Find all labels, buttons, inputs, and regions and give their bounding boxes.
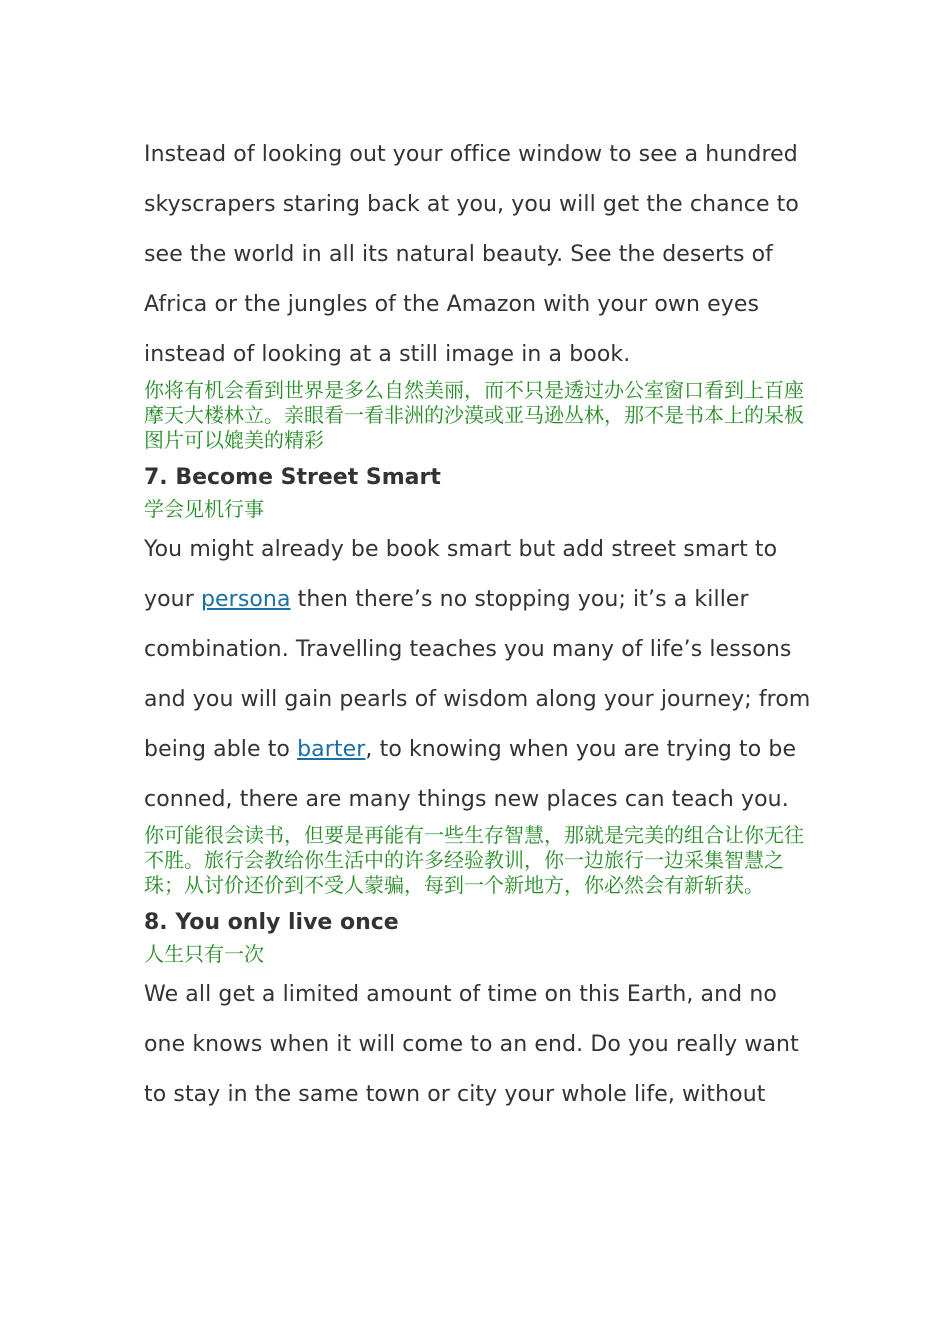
section7-body-part3: , to knowing when you are trying to be conned, there are many things new places can teach you. (144, 737, 797, 812)
document-page (144, 130, 814, 1120)
persona-link[interactable]: persona (200, 587, 291, 612)
section7-body-zh: 你可能很会读书，但要是再能有一些生存智慧，那就是完美的组合让你无往不胜。旅行会教给你生活中的许多经验教训，你一边旅行一边采集智慧之珠；从讨价还价到不受人蒙骗，每到一个新地方，你必然会有新斩获。 (144, 823, 804, 897)
section7-heading: 7. Become Street Smart (144, 465, 441, 490)
section8-heading-zh: 人生只有一次 (144, 942, 264, 966)
section8-body-en: We all get a limited amount of time on this Earth, and no one knows when it will come to an end. Do you really want to stay in the same town or city your whole life, without (144, 982, 799, 1107)
section7-body-part2: then there’s no stopping you; it’s a killer combination. Travelling teaches you many of life’s lessons and you will gain pearls of wisdom along your journey; from being able to (144, 587, 811, 762)
section7-body-part1: You might already be book smart but add street smart to your (144, 537, 778, 612)
barter-link[interactable]: barter (297, 737, 366, 762)
section8-heading: 8. You only live once (144, 910, 399, 935)
section7-body-en (144, 525, 814, 825)
section6-body-en: Instead of looking out your office window to see a hundred skyscrapers staring back at you, you will get the chance to see the world in all its natural beauty. See the deserts of Africa or the jungles of the Amazon with your own eyes instead of looking at a still image in a book. (144, 142, 799, 367)
section6-body-zh: 你将有机会看到世界是多么自然美丽，而不只是透过办公室窗口看到上百座摩天大楼林立。亲眼看一看非洲的沙漠或亚马逊丛林，那不是书本上的呆板图片可以媲美的精彩 (144, 378, 804, 452)
section7-heading-zh: 学会见机行事 (144, 497, 264, 521)
